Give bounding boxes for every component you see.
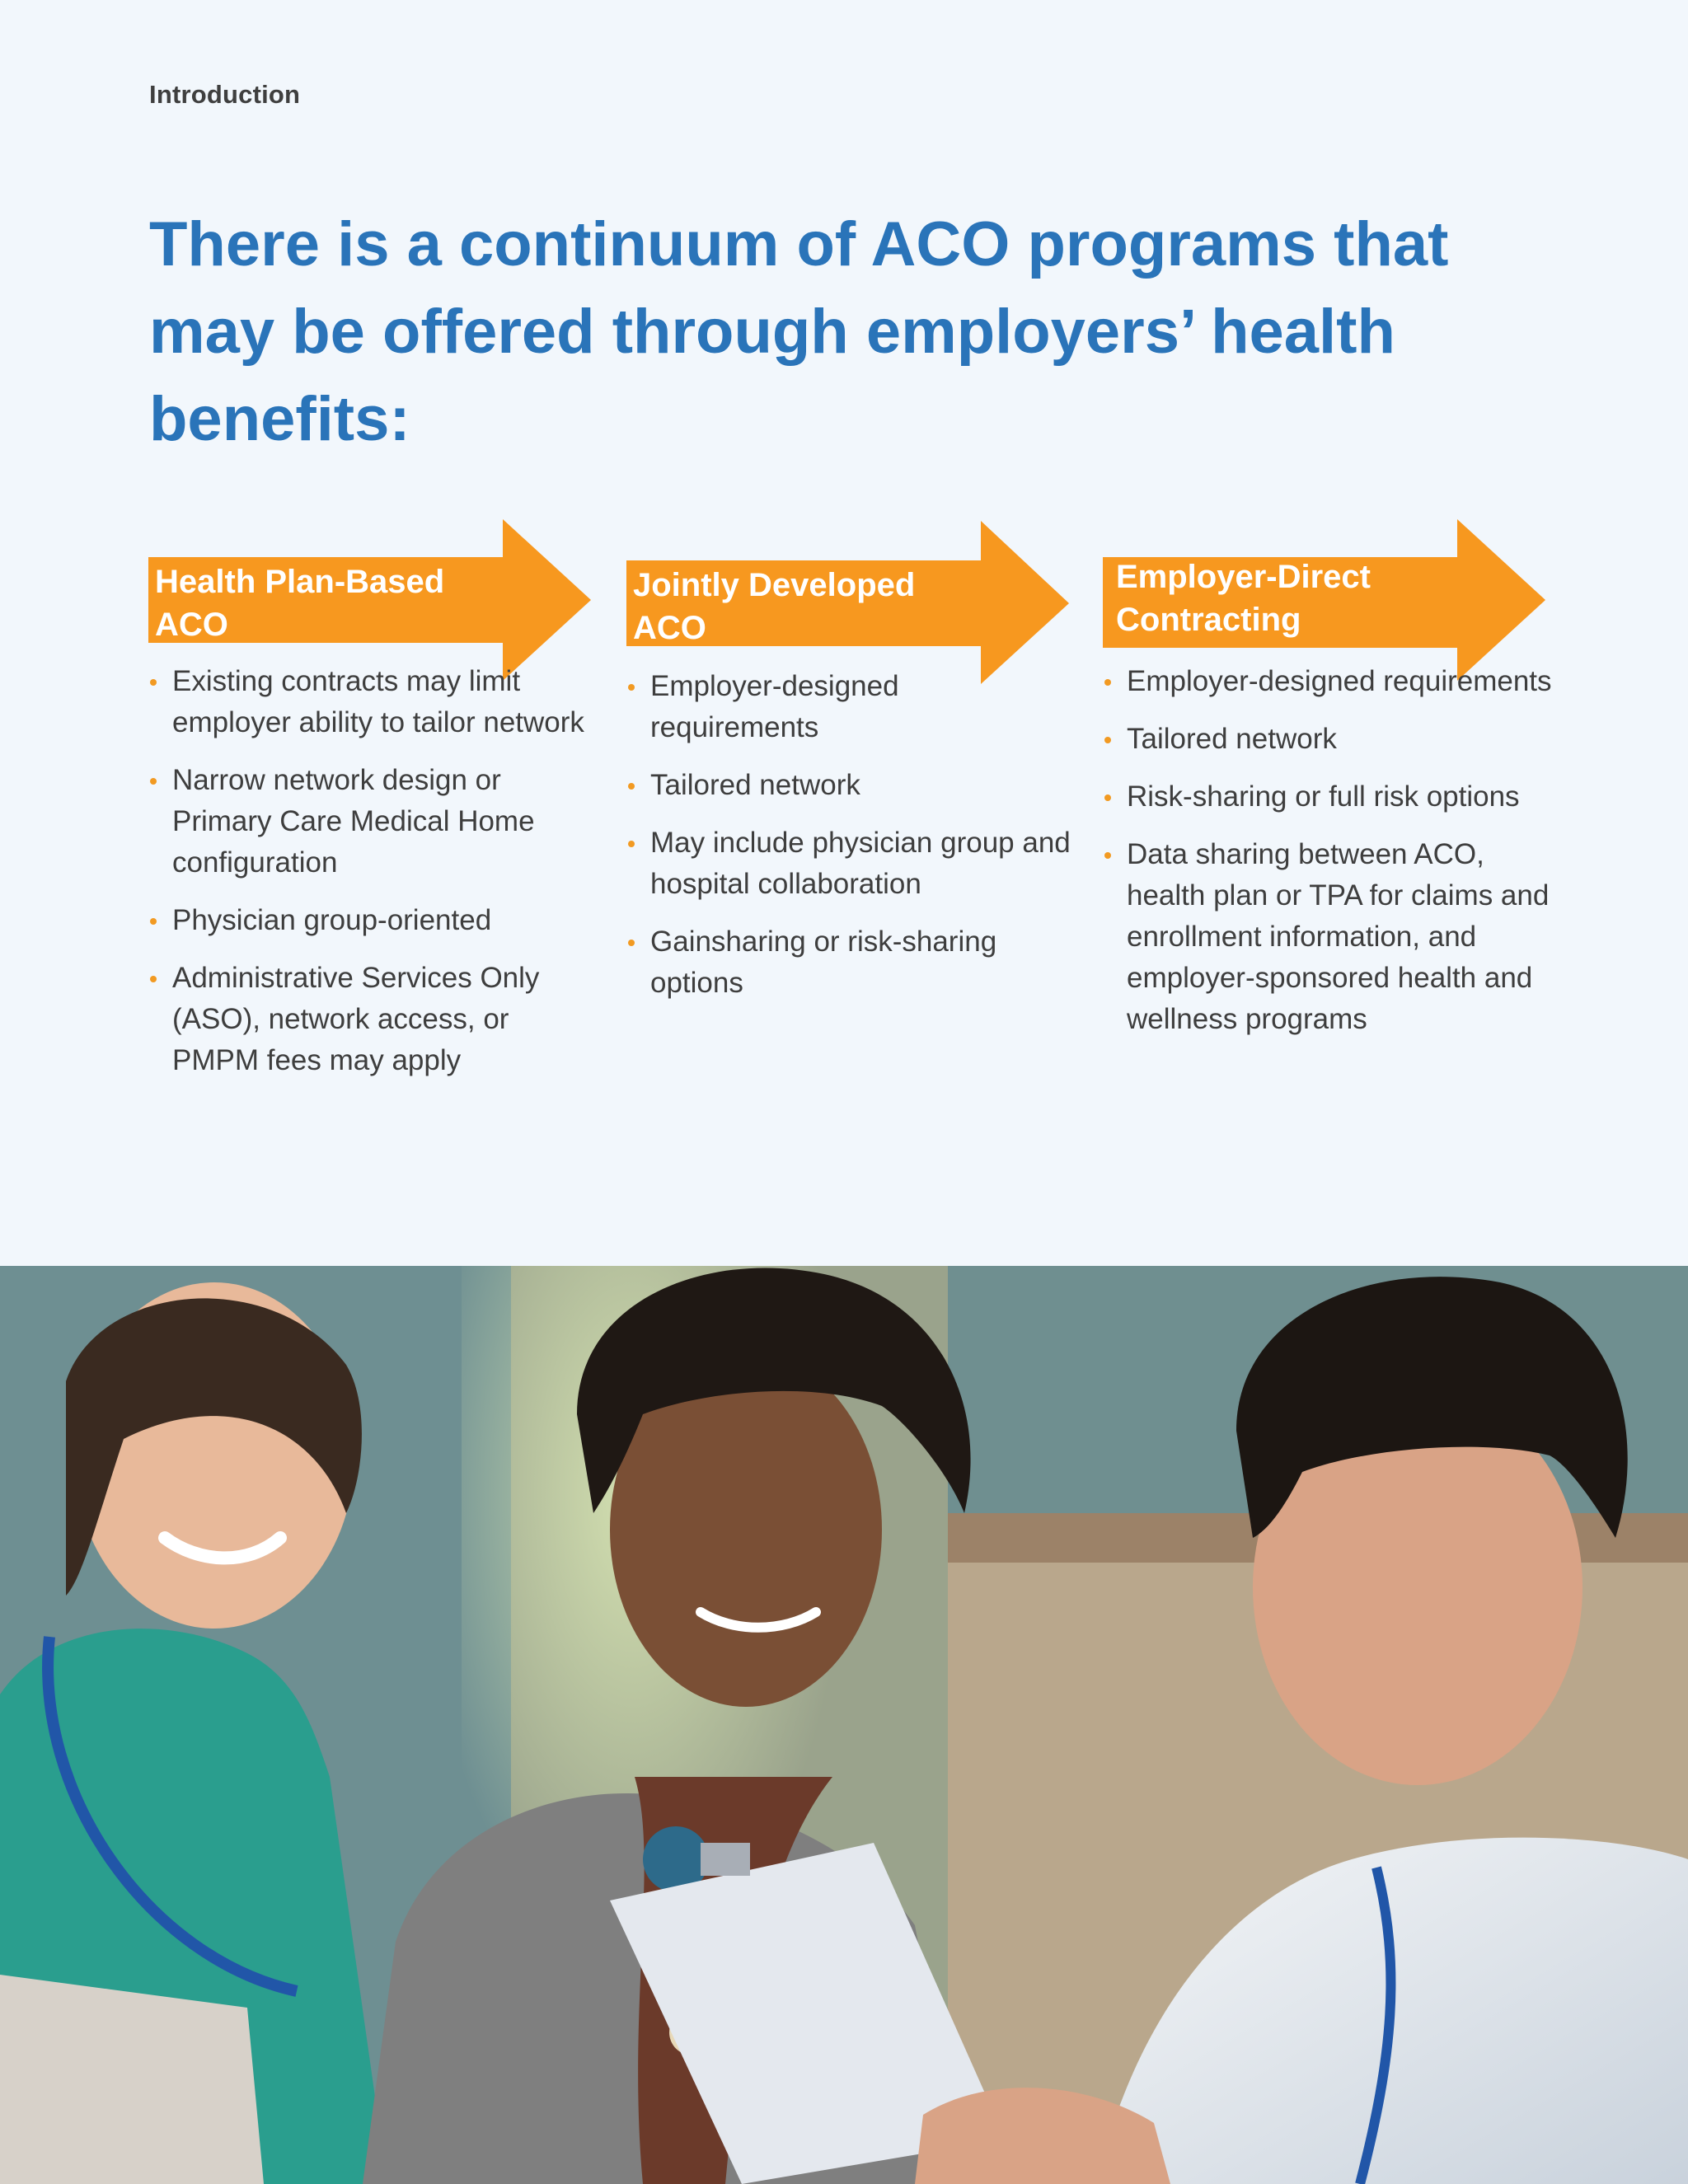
bullet-list <box>1103 661 1564 1057</box>
bullet-text: May include physician group and hospital collaboration <box>650 827 1071 900</box>
bullet-icon <box>1104 794 1111 801</box>
bullet-icon <box>150 976 157 982</box>
photo-illustration <box>0 1266 1688 2184</box>
bullet-text: Employer-designed requirements <box>650 670 899 743</box>
bullet-text: Data sharing between ACO, health plan or TPA for claims and enrollment information, and employer-sponsored health and wellness programs <box>1127 838 1550 1035</box>
heading-line: may be offered through employers’ health <box>149 297 1395 367</box>
list-item <box>148 760 593 883</box>
column-title: Employer-Direct Contracting <box>1116 559 1371 638</box>
bullet-text: Physician group-oriented <box>172 904 492 936</box>
list-item <box>148 900 593 941</box>
bullet-icon <box>150 679 157 686</box>
section-label: Introduction <box>149 80 301 109</box>
bullet-icon <box>150 778 157 785</box>
bullet-icon <box>628 783 635 790</box>
bullet-text: Employer-designed requirements <box>1127 665 1552 697</box>
bullet-text: Narrow network design or Primary Care Medical Home configuration <box>172 764 535 879</box>
list-item <box>1103 661 1564 702</box>
list-item <box>626 921 1071 1004</box>
heading-line: benefits: <box>149 384 410 454</box>
bullet-icon <box>1104 852 1111 859</box>
column-title: Jointly Developed ACO <box>633 567 916 646</box>
bullet-icon <box>628 684 635 691</box>
arrow-banner <box>1103 518 1546 684</box>
bullet-icon <box>628 940 635 946</box>
list-item <box>148 958 593 1081</box>
bullet-icon <box>628 841 635 847</box>
page-heading <box>149 201 1550 463</box>
column-title: Health Plan-Based ACO <box>155 564 445 643</box>
arrow-banner <box>626 518 1070 684</box>
list-item <box>1103 776 1564 818</box>
heading-line: There is a continuum of ACO programs that <box>149 209 1449 279</box>
list-item <box>626 765 1071 806</box>
arrow-banner <box>148 518 592 684</box>
bullet-text: Gainsharing or risk-sharing options <box>650 926 997 999</box>
aco-column-health-plan-based <box>148 518 610 1076</box>
list-item <box>148 661 593 743</box>
list-item <box>626 823 1071 905</box>
bullet-list <box>148 661 593 1098</box>
aco-column-jointly-developed <box>626 518 1088 999</box>
list-item <box>626 666 1071 748</box>
bullet-icon <box>150 918 157 925</box>
bullet-list <box>626 666 1071 1020</box>
bullet-icon <box>1104 679 1111 686</box>
list-item <box>1103 834 1564 1040</box>
photo-healthcare-team-with-patient <box>0 1266 1688 2184</box>
bullet-text: Existing contracts may limit employer ability to tailor network <box>172 665 584 738</box>
aco-column-employer-direct <box>1103 518 1564 1035</box>
bullet-text: Risk-sharing or full risk options <box>1127 780 1520 813</box>
list-item <box>1103 719 1564 760</box>
bullet-icon <box>1104 737 1111 743</box>
bullet-text: Tailored network <box>650 769 860 801</box>
bullet-text: Administrative Services Only (ASO), network access, or PMPM fees may apply <box>172 962 540 1076</box>
bullet-text: Tailored network <box>1127 723 1337 755</box>
